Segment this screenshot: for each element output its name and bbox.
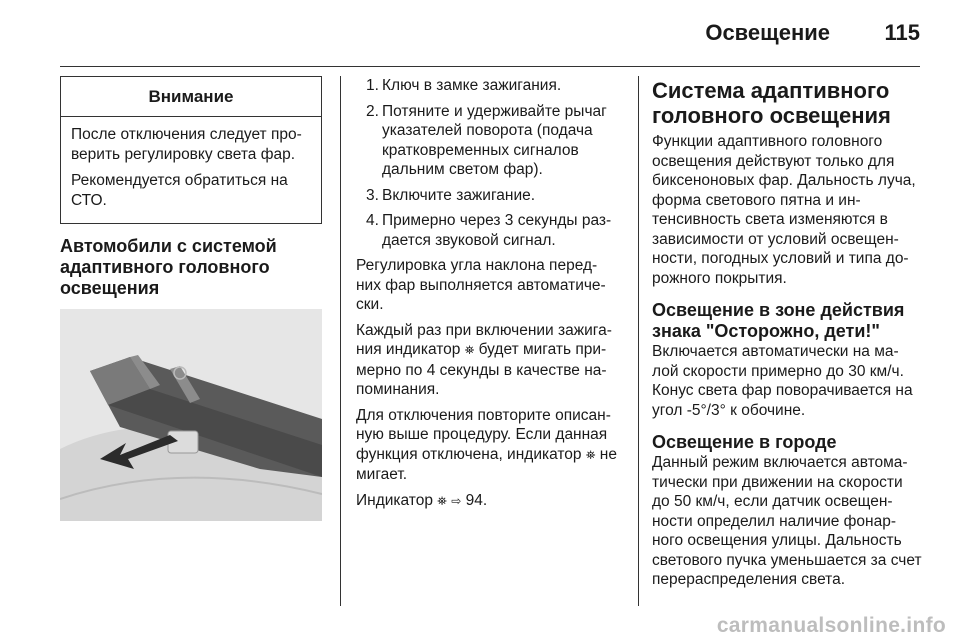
warning-paragraph: Рекомендуется обратиться на СТО.	[71, 172, 288, 209]
headlight-indicator-icon: ⛯	[437, 493, 447, 508]
paragraph-indicator-blink: Каждый раз при включении зажига-ния индикатор ⛯ будет мигать при-мерно по 4 секунды в качестве на-поминания.	[356, 321, 612, 398]
paragraph-children-zone: Включается автоматически на ма-лой скорости примерно до 30 км/ч. Конус света фар поворачивается на угол -5°/3° к обочине.	[652, 343, 913, 419]
heading-city: Освещение в городе	[652, 432, 837, 452]
list-item: 3. Включите зажигание.	[366, 186, 536, 204]
column-divider	[340, 76, 341, 606]
paragraph-disable: Для отключения повторите описан-ную выше процедуру. Если данная функция отключена, индикатор ⛯ не мигает.	[356, 406, 617, 483]
column-divider	[638, 76, 639, 606]
column-right	[652, 76, 924, 596]
list-item: 4. Примерно через 3 секунды раз-дается звуковой сигнал.	[366, 212, 612, 249]
headlight-indicator-icon: ⛯	[464, 343, 475, 357]
page-number: 115	[884, 20, 920, 45]
lever-drawing	[60, 309, 322, 521]
watermark: carmanualsonline.info	[716, 614, 946, 637]
headlight-indicator-icon: ⛯	[585, 447, 596, 462]
column-middle	[356, 76, 622, 517]
column-left	[60, 76, 322, 521]
heading-adaptive-cars: Автомобили с системой адаптивного головного освещения	[60, 236, 277, 298]
paragraph-adaptive: Функции адаптивного головного освещения действуют только для биксеноновых фар. Дальность луча, форма светового пятна и ин-тенсивность света изменяются в зависимости от условий освещен-ности, погодных условий и типа до-рожного покрытия.	[652, 133, 916, 287]
warning-paragraph: После отключения следует про-верить регулировку света фар.	[71, 126, 302, 163]
heading-adaptive-system: Система адаптивного головного освещения	[652, 78, 891, 128]
warning-title: Внимание	[61, 77, 321, 117]
list-item: 1. Ключ в замке зажигания.	[366, 77, 562, 94]
paragraph-city: Данный режим включается автома-тически при движении на скорости до 50 км/ч, если датчик освещен-ности определил наличие фонар-ного освещения улицы. Дальность светового пучка уменьшается за счет перераспределения света.	[652, 454, 922, 588]
section-title: Освещение	[705, 20, 830, 45]
heading-children-zone: Освещение в зоне действия знака "Осторожно, дети!"	[652, 300, 905, 341]
warning-box	[60, 76, 322, 224]
list-item: 2. Потяните и удерживайте рычаг указателей поворота (подача кратковременных сигналов дальним светом фар).	[366, 102, 607, 178]
turn-signal-lever-illustration	[60, 309, 322, 521]
page-reference-arrow-icon: ⇨	[451, 493, 462, 508]
paragraph-indicator-ref: Индикатор ⛯ ⇨ 94.	[356, 491, 488, 509]
paragraph-auto-leveling: Регулировка угла наклона перед-них фар выполняется автоматиче-ски.	[356, 257, 606, 313]
steps-list	[356, 76, 622, 250]
page-header	[60, 0, 920, 67]
